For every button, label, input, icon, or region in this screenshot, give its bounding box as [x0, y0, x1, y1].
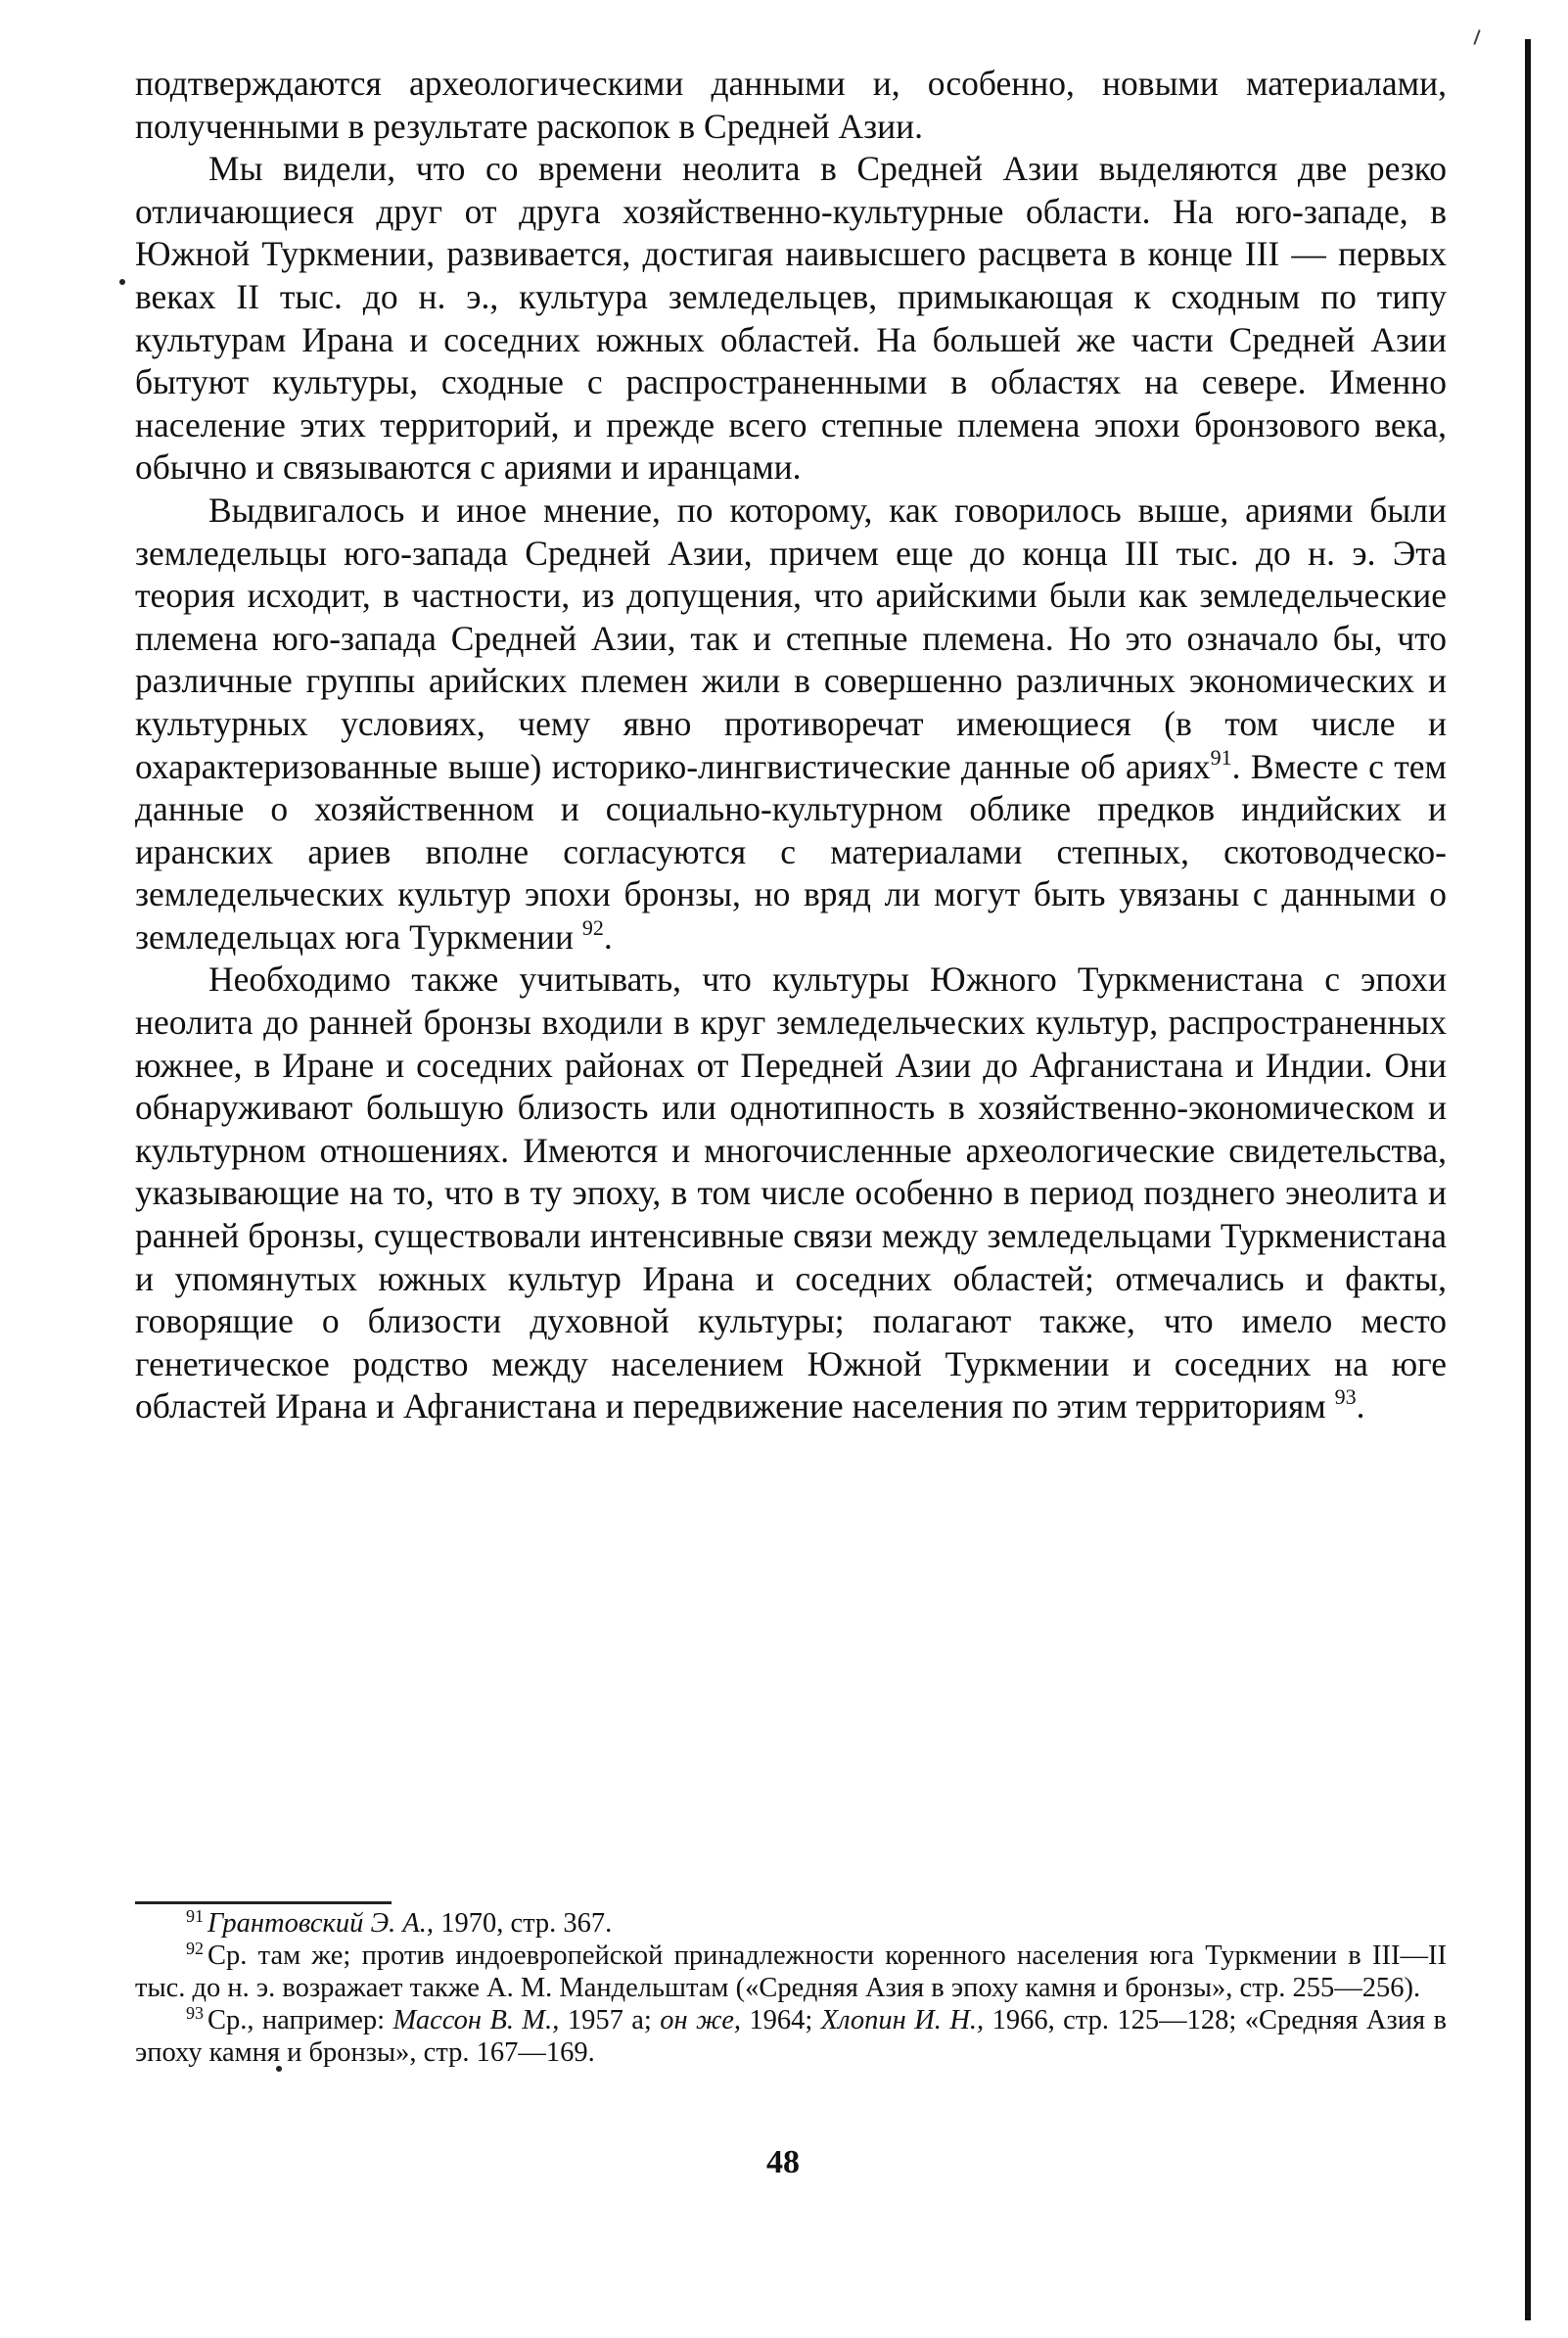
- footnote-text: 1964;: [740, 2005, 821, 2035]
- citation-author: Грантовский Э. А.,: [208, 1908, 435, 1939]
- footnote-separator: [135, 1901, 392, 1904]
- footnote: [135, 1907, 1447, 1940]
- footnotes-block: [135, 1907, 1447, 2069]
- footnote-text: 1970, стр. 367.: [434, 1908, 613, 1939]
- paragraph-text: . Вместе с тем данные о хозяйственном и социально-культурном облике предков индийских и иранских ариев вполне согласуются с материалами степных, скотоводческо-земледельческих культур эпохи бронзы, но вряд ли могут быть увязаны с данными о земледельцах юга Туркмении: [135, 746, 1447, 957]
- page-number: 48: [766, 2144, 800, 2180]
- footnote-text: Ср. там же; против индоевропейской принадлежности коренного населения юга Туркмении в III—II тыс. до н. э. возражает также А. М. Мандельштам («Средняя Азия в эпоху камня и бронзы», стр. 255—256).: [135, 1941, 1447, 2003]
- footnote-number: 91: [186, 1906, 204, 1926]
- footnote-number: 92: [186, 1939, 204, 1958]
- paragraph-text: Мы видели, что со времени неолита в Средней Азии выделяются две резко отличающиеся друг от друга хозяйственно-культурные области. На юго-западе, в Южной Туркмении, развивается, достигая наивысшего расцвета в конце III — первых веках II тыс. до н. э., культура земледельцев, примыкающая к сходным по типу культурам Ирана и соседних южных областей. На большей же части Средней Азии бытуют культуры, сходные с распространенными в областях на севере. Именно население этих территорий, и прежде всего степные племена эпохи бронзового века, обычно и связываются с ариями и иранцами.: [135, 149, 1447, 488]
- footnote-text: Ср., например:: [208, 2005, 393, 2035]
- scan-corner-mark: [1473, 29, 1480, 45]
- citation-author: Массон В. М.,: [392, 2005, 560, 2035]
- citation-author: он же,: [660, 2005, 741, 2035]
- scan-binding-edge: [1525, 39, 1531, 2320]
- citation-author: Хлопин И. Н.,: [820, 2005, 985, 2035]
- footnote-reference: 91: [1210, 744, 1232, 770]
- footnote-reference: 93: [1334, 1384, 1357, 1410]
- footnote-text: 1966, стр. 125—128; «Средняя Азия в эпоху камня и бронзы», стр. 167—169.: [135, 2005, 1447, 2068]
- body-paragraph: [135, 490, 1447, 959]
- body-paragraph: [135, 63, 1447, 148]
- footnote-number: 93: [186, 2003, 204, 2023]
- footnote-text: 1957 а;: [559, 2005, 661, 2035]
- paragraph-text: .: [603, 916, 613, 957]
- footnote: [135, 1940, 1447, 2004]
- paragraph-text: Необходимо также учитывать, что культуры Южного Туркменистана с эпохи неолита до ранней бронзы входили в круг земледельческих культур, распространенных южнее, в Иране и соседних районах от Передней Азии до Афганистана и Индии. Они обнаруживают большую близость или однотипность в хозяйственно-экономическом и культурном отношениях. Имеются и многочисленные археологические свидетельства, указывающие на то, что в ту эпоху, в том числе особенно в период позднего энеолита и ранней бронзы, существовали интенсивные связи между земледельцами Туркменистана и упомянутых южных культур Ирана и соседних областей; отмечались и факты, говорящие о близости духовной культуры; полагают также, что имело место генетическое родство между населением Южной Туркмении и соседних на юге областей Ирана и Афганистана и передвижение населения по этим территориям: [135, 959, 1447, 1426]
- footnote-reference: 92: [581, 914, 604, 940]
- body-paragraph: [135, 148, 1447, 490]
- body-paragraph: [135, 959, 1447, 1428]
- main-text-block: [135, 63, 1447, 1428]
- stray-ink-dot: [119, 279, 125, 285]
- paragraph-text: .: [1356, 1386, 1365, 1426]
- footnote: [135, 2004, 1447, 2069]
- paragraph-text: Выдвигалось и иное мнение, по которому, как говорилось выше, ариями были земледельцы юго-запада Средней Азии, причем еще до конца III тыс. до н. э. Эта теория исходит, в частности, из допущения, что арийскими были как земледельческие племена юго-запада Средней Азии, так и степные племена. Но это означало бы, что различные группы арийских племен жили в совершенно различных экономических и культурных условиях, чему явно противоречат имеющиеся (в том числе и охарактеризованные выше) историко-лингвистические данные об ариях: [135, 490, 1447, 786]
- paragraph-text: подтверждаются археологическими данными и, особенно, новыми материалами, полученными в результате раскопок в Средней Азии.: [135, 64, 1447, 146]
